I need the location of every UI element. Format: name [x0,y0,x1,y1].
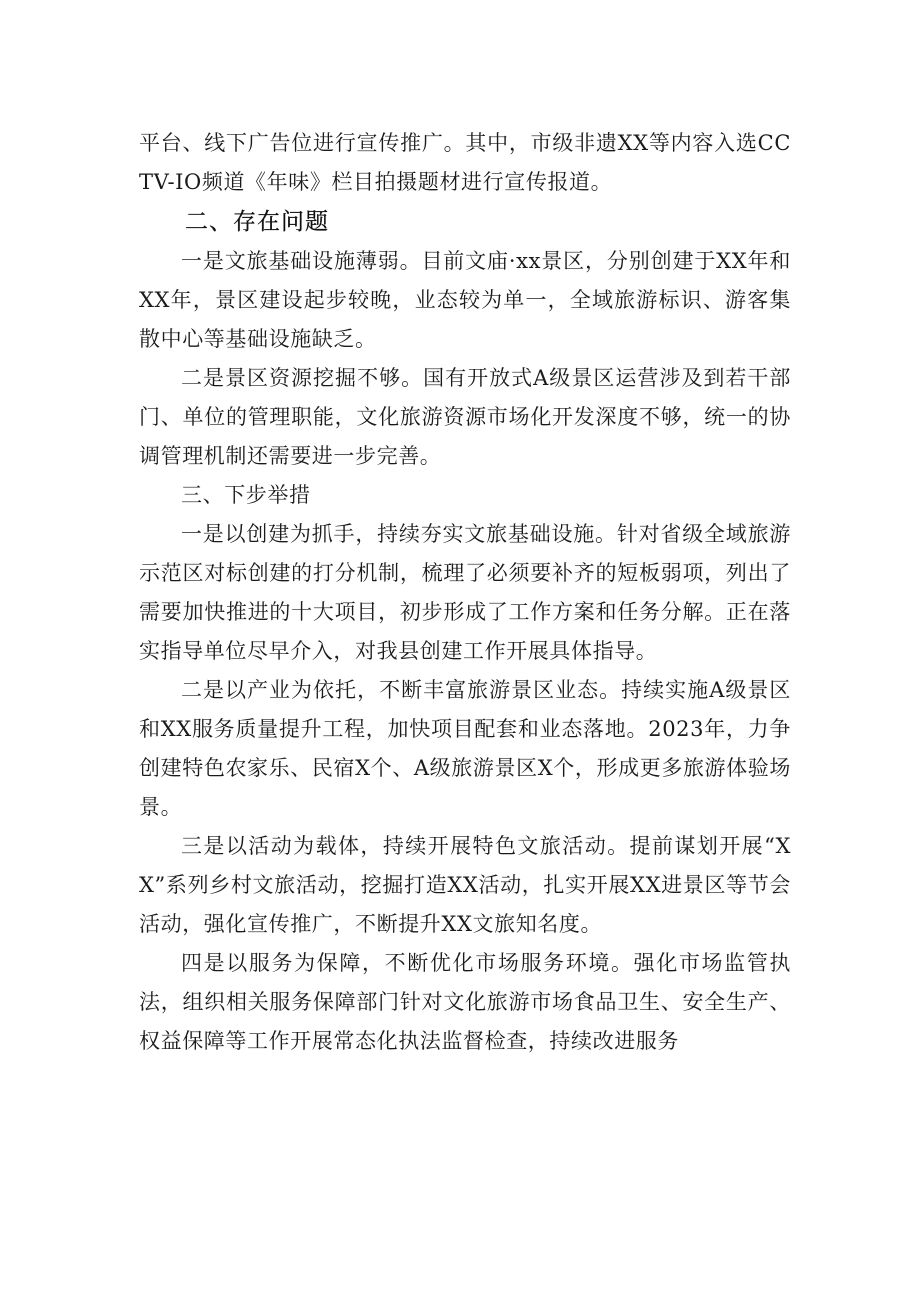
document-body [139,124,791,1061]
paragraph-measure-four: 四是以服务为保障，不断优化市场服务环境。强化市场监管执法，组织相关服务保障部门针对文化旅游市场食品卫生、安全生产、权益保障等工作开展常态化执法监督检查，持续改进服务 [139,951,791,1053]
paragraph-measure-two: 二是以产业为依托，不断丰富旅游景区业态。持续实施A级景区和XX服务质量提升工程，加快项目配套和业态落地。2023年，力争创建特色农家乐、民宿X个、A级旅游景区X个，形成更多旅游体验场景。 [139,678,791,819]
paragraph-infrastructure-weak: 一是文旅基础设施薄弱。目前文庙·xx景区，分别创建于XX年和XX年，景区建设起步较晚，业态较为单一，全域旅游标识、游客集散中心等基础设施缺乏。 [139,249,791,351]
paragraph-measure-three: 三是以活动为载体，持续开展特色文旅活动。提前谋划开展“XX”系列乡村文旅活动，挖掘打造XX活动，扎实开展XX进景区等节会活动，强化宣传推广，不断提升XX文旅知名度。 [139,834,791,936]
paragraph-continued-from-previous-page: 平台、线下广告位进行宣传推广。其中，市级非遗XX等内容入选CCTV-IO频道《年味》栏目拍摄题材进行宣传报道。 [139,131,791,194]
section-heading-next-steps: 三、下步举措 [181,483,311,507]
paragraph-resource-development: 二是景区资源挖掘不够。国有开放式A级景区运营涉及到若干部门、单位的管理职能，文化旅游资源市场化开发深度不够，统一的协调管理机制还需要进一步完善。 [139,366,791,468]
paragraph-measure-one: 一是以创建为抓手，持续夯实文旅基础设施。针对省级全域旅游示范区对标创建的打分机制，梳理了必须要补齐的短板弱项，列出了需要加快推进的十大项目，初步形成了工作方案和任务分解。正在落实指导单位尽早介入，对我县创建工作开展具体指导。 [139,522,791,663]
section-heading-problems: 二、存在问题 [185,209,329,235]
